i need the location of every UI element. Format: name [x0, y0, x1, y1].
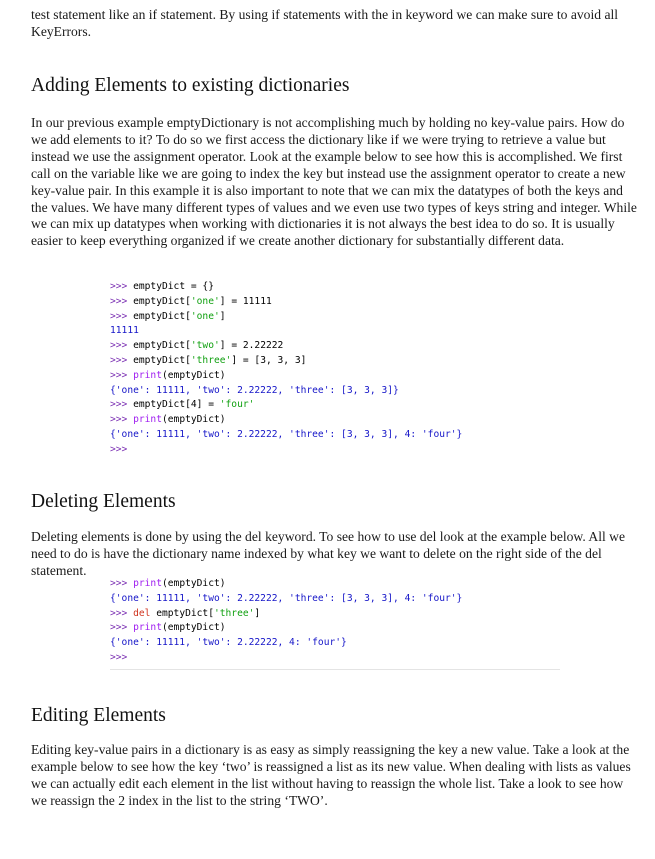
- code-token: >>>: [110, 295, 134, 307]
- code-line: [110, 607, 560, 622]
- code-token: 'three': [213, 607, 255, 619]
- code-token: {'one': 11111, 'two': 2.22222, 4: 'four'}: [110, 637, 347, 649]
- code-token: >>>: [110, 340, 134, 352]
- code-token: (emptyDict): [162, 414, 226, 426]
- code-line: [110, 369, 560, 384]
- deleting-elements-heading: Deleting Elements: [31, 491, 176, 512]
- code-line: [110, 577, 560, 592]
- code-token: >>>: [110, 607, 134, 619]
- code-token: {'one': 11111, 'two': 2.22222, 'three': [3, 3, 3], 4: 'four'}: [110, 592, 463, 604]
- code-token: >>>: [110, 369, 134, 381]
- code-token: (emptyDict): [162, 622, 226, 634]
- code-line: [110, 636, 560, 651]
- code-token: emptyDict[: [133, 310, 191, 322]
- code-token: >>>: [110, 622, 134, 634]
- code-token: emptyDict[: [133, 354, 191, 366]
- code-token: ] = 2.22222: [219, 340, 284, 352]
- code-token: print: [133, 369, 162, 381]
- intro-paragraph: test statement like an if statement. By using if statements with the in keyword we can make sure to avoid all KeyErrors.: [31, 7, 619, 39]
- code-token: emptyDict = {}: [133, 281, 214, 292]
- code-line: [110, 280, 560, 295]
- adding-elements-paragraph: In our previous example emptyDictionary is not accomplishing much by holding no key-value pairs. How do we add elements to it? To do so we first access the dictionary like if we were trying to retrieve a value but instead we use the assignment operator. Look at the example below to see how this is accomplished. We first call on the variable like we are going to index the key but instead use the assignment operator to create a new key-value pair. In this example it is also important to note that we can mix the datatypes of both the keys and the values. We have many different types of values and we even use two types of keys string and integer. While we can mix up datatypes when working with dictionaries it is not always the best idea to do so. It is usually easier to keep everything organized if we create another dictionary for substantially different data.: [31, 115, 637, 249]
- code-line: [110, 651, 560, 666]
- code-token: emptyDict[4] =: [133, 399, 220, 411]
- code-token: ] = [3, 3, 3]: [231, 354, 307, 366]
- code-line: [110, 398, 560, 413]
- code-line: [110, 324, 560, 339]
- code-token: 'three': [190, 354, 232, 366]
- code-token: 'two': [190, 340, 220, 352]
- code-line: [110, 384, 560, 399]
- code-line: [110, 310, 560, 325]
- editing-elements-paragraph: Editing key-value pairs in a dictionary is as easy as simply reassigning the key a new value. Take a look at the example below to see how the key ‘two’ is reassigned a list as its new value. When dealing with lists as values we can actually edit each element in the list without having to reassign the whole list. Take a look to see how we reassign the 2 index in the list to the string ‘TWO’.: [31, 742, 631, 808]
- code-token: emptyDict[: [133, 340, 191, 352]
- code-token: emptyDict[: [133, 295, 191, 307]
- code-line: [110, 339, 560, 354]
- code-token: {'one': 11111, 'two': 2.22222, 'three': [3, 3, 3], 4: 'four'}: [110, 428, 463, 440]
- code-line: [110, 592, 560, 607]
- code-token: >>>: [110, 651, 128, 663]
- adding-elements-heading: Adding Elements to existing dictionaries: [31, 75, 350, 96]
- code-token: {'one': 11111, 'two': 2.22222, 'three': [3, 3, 3]}: [110, 384, 399, 396]
- code-token: >>>: [110, 443, 128, 455]
- code-token: print: [133, 414, 162, 426]
- code-token: 'four': [219, 399, 255, 411]
- code-token: (emptyDict): [162, 578, 226, 589]
- editing-elements-heading: Editing Elements: [31, 705, 166, 726]
- code-token: >>>: [110, 578, 134, 589]
- deleting-elements-paragraph: Deleting elements is done by using the del keyword. To see how to use del look at the example below. All we need to do is have the dictionary name indexed by what key we want to delete on the right side of the del statement.: [31, 529, 626, 578]
- code-line: [110, 413, 560, 428]
- code-token: >>>: [110, 281, 134, 292]
- code-token: print: [133, 578, 162, 589]
- code-token: >>>: [110, 399, 134, 411]
- code-token: >>>: [110, 310, 134, 322]
- code-token: emptyDict[: [150, 607, 214, 619]
- code-token: 'one': [190, 310, 220, 322]
- deleting-code-example: [110, 577, 560, 670]
- code-token: ]: [254, 607, 261, 619]
- code-token: print: [133, 622, 162, 634]
- code-token: del: [133, 607, 151, 619]
- code-line: [110, 428, 560, 443]
- code-line: [110, 354, 560, 369]
- code-line: [110, 295, 560, 310]
- code-line: [110, 443, 560, 458]
- code-line: [110, 621, 560, 636]
- code-token: ]: [219, 310, 226, 322]
- code-token: 11111: [110, 325, 139, 337]
- code-token: >>>: [110, 414, 134, 426]
- code-token: ] = 11111: [219, 295, 272, 307]
- code-token: 'one': [190, 295, 220, 307]
- code-token: >>>: [110, 354, 134, 366]
- code-token: (emptyDict): [162, 369, 226, 381]
- adding-code-example: [110, 280, 560, 458]
